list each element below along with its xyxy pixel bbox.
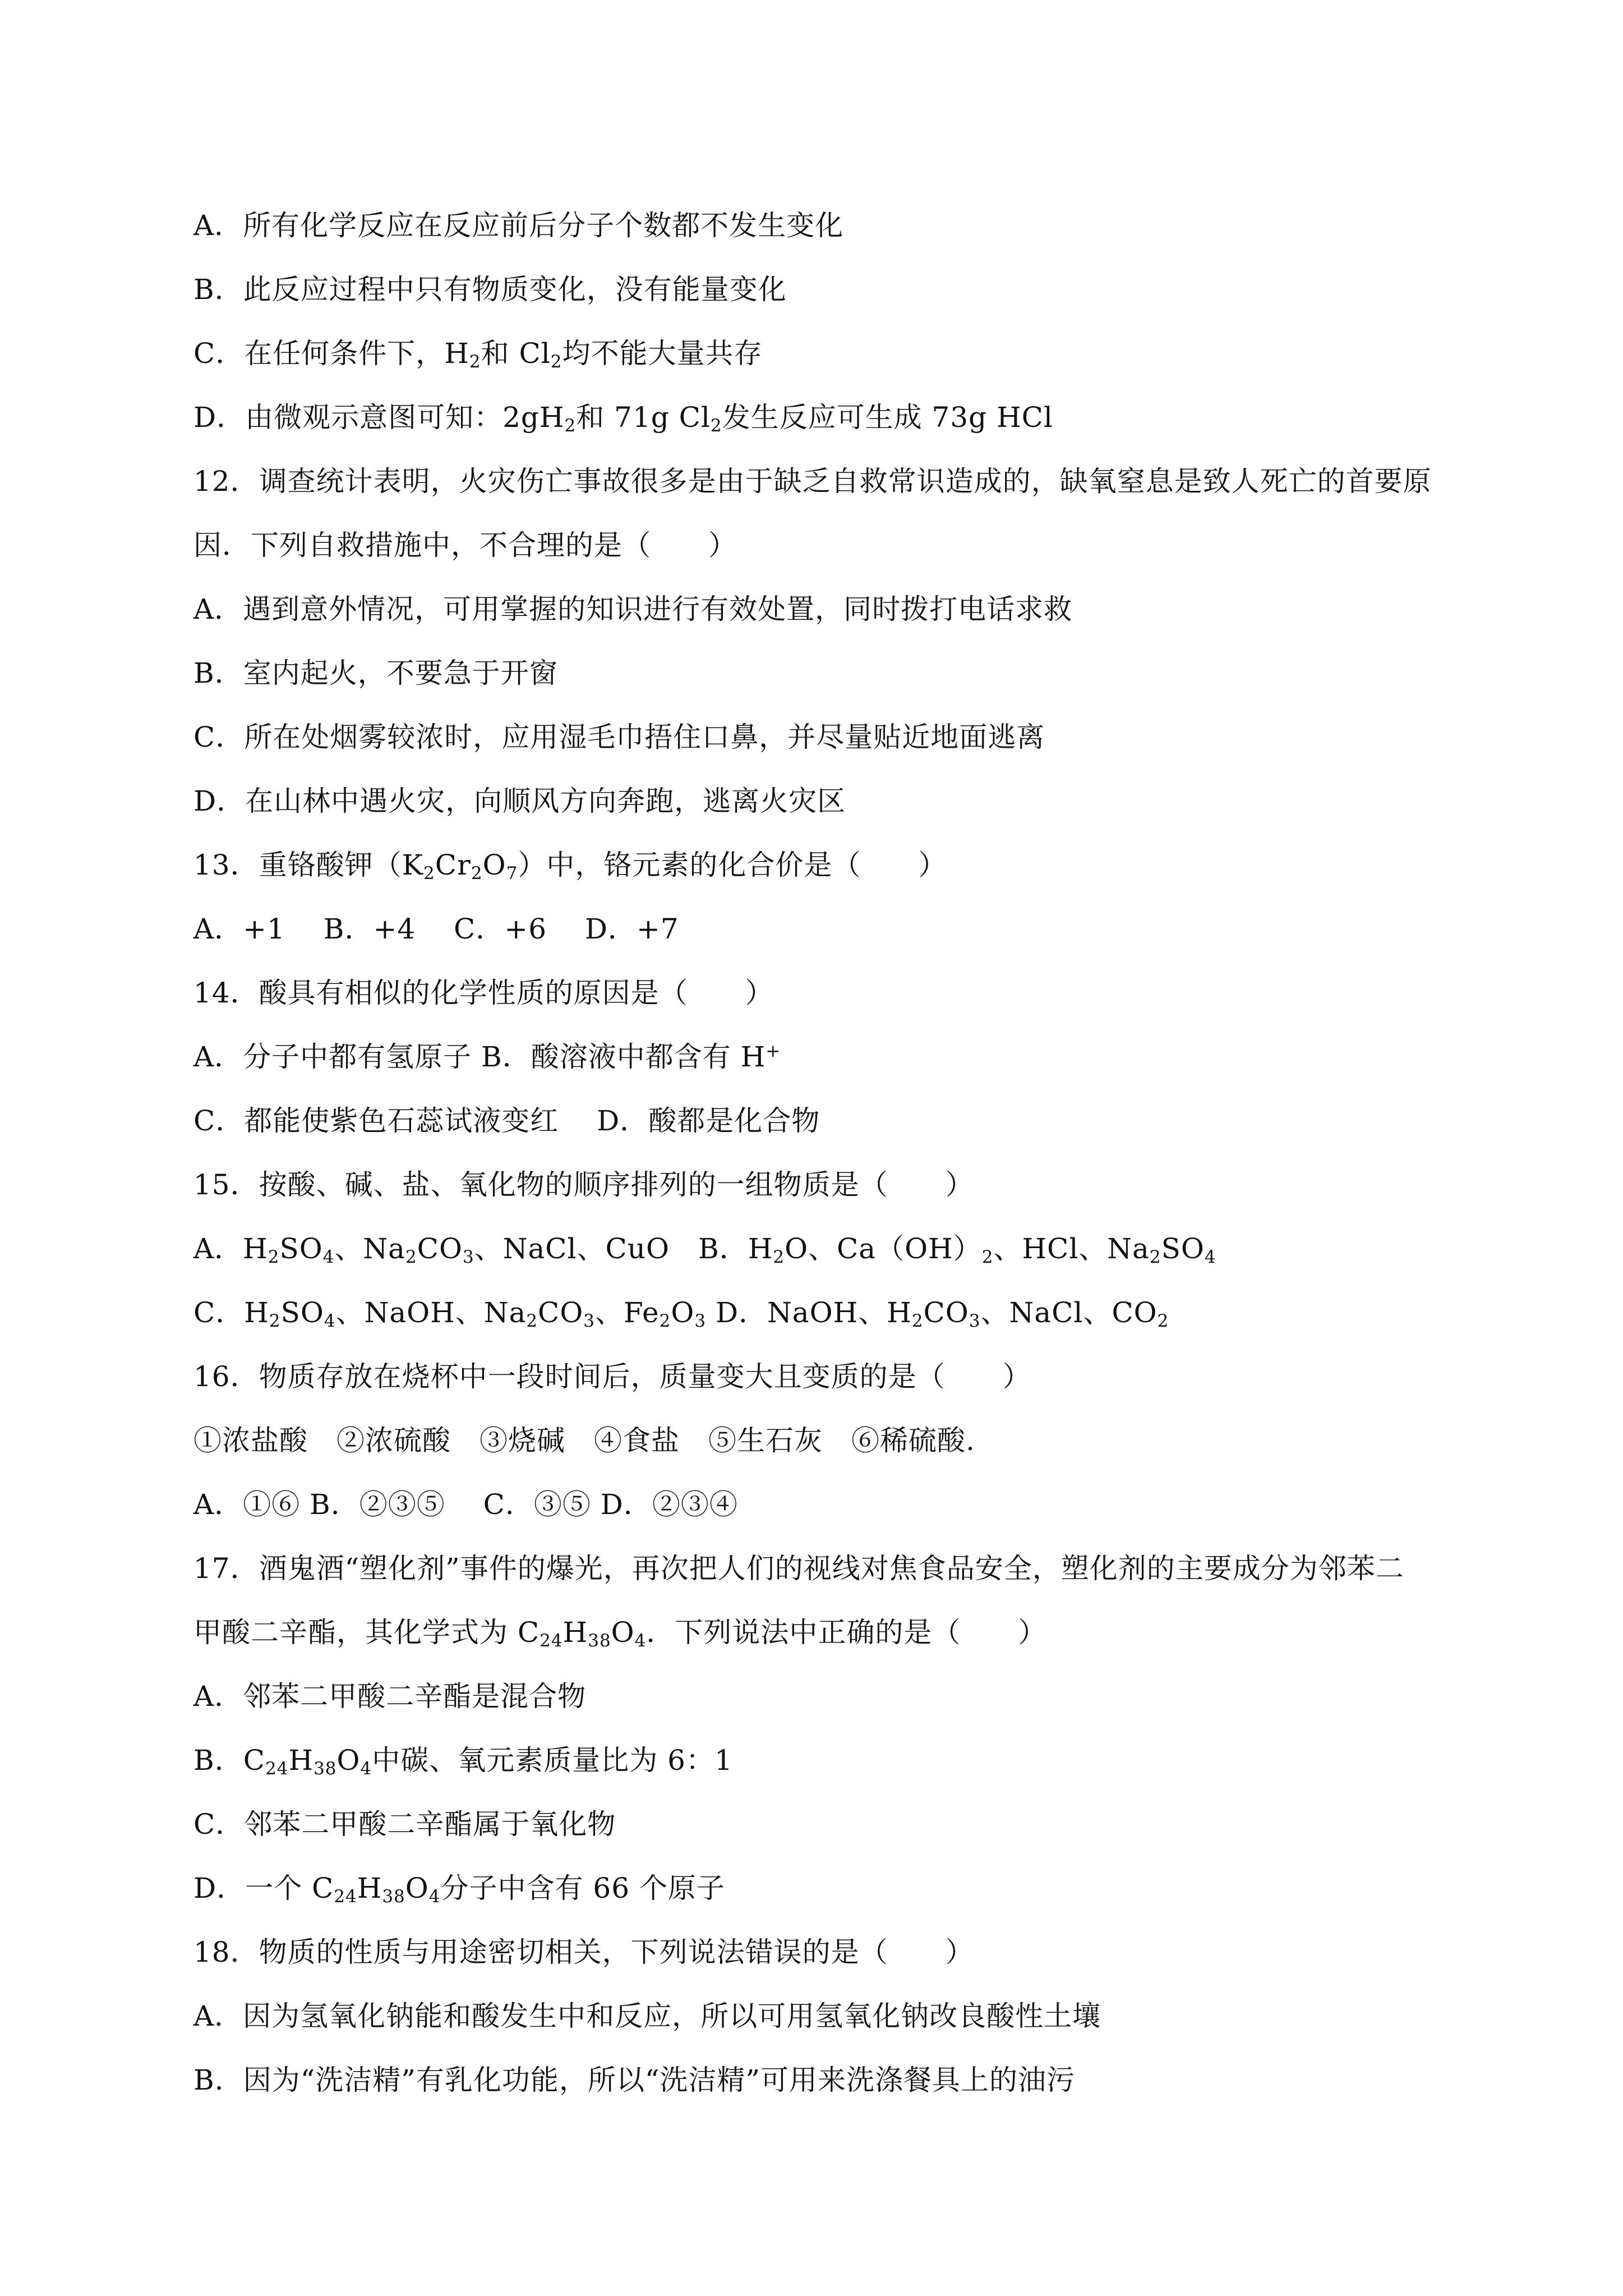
q11-option-a: A．所有化学反应在反应前后分子个数都不发生变化 <box>193 209 844 242</box>
q12-option-d: D．在山林中遇火灾，向顺风方向奔跑，逃离火灾区 <box>193 785 846 817</box>
q11-option-c: C．在任何条件下，$H_2$和 $Cl_2$均不能大量共存 <box>193 337 763 372</box>
q17-option-b: B．$C_{24}H_{38}O_4$中碳、氧元素质量比为 6：1 <box>193 1744 733 1779</box>
q12-option-a: A．遇到意外情况，可用掌握的知识进行有效处置，同时拨打电话求救 <box>193 593 1073 625</box>
q16-options: A．①⑥ B．②③⑤ C．③⑤ D．②③④ <box>193 1488 738 1521</box>
q12-stem-line1: 12．调查统计表明，火灾伤亡事故很多是由于缺乏自救常识造成的，缺氧窒息是致人死亡的首要原 <box>193 465 1432 498</box>
q13-stem: 13．重铬酸钾$(K_2Cr_2O_7)$中，铬元素的化合价是（ ） <box>193 849 947 884</box>
q15-options-ab: A．$H_2SO_4$、$Na_2CO_3$、NaCl、CuO B．$H_2O$、$Ca(OH)_2$、HCl、$Na_2SO_4$ <box>193 1232 1216 1267</box>
q14-options-ab: A．分子中都有氢原子 B．酸溶液中都含有 H+ <box>193 1041 781 1073</box>
q17-option-a: A．邻苯二甲酸二辛酯是混合物 <box>193 1680 587 1713</box>
q15-stem: 15．按酸、碱、盐、氧化物的顺序排列的一组物质是（ ） <box>193 1168 974 1201</box>
q14-stem: 14．酸具有相似的化学性质的原因是（ ） <box>193 977 774 1009</box>
q11-option-d: D．由微观示意图可知：$2gH_2$和 71g $Cl_2$发生反应可生成 73g HCl <box>193 401 1053 436</box>
q18-stem: 18．物质的性质与用途密切相关，下列说法错误的是（ ） <box>193 1936 974 1968</box>
q16-items: ①浓盐酸 ②浓硫酸 ③烧碱 ④食盐 ⑤生石灰 ⑥稀硫酸. <box>193 1424 975 1457</box>
q18-option-a: A．因为氢氧化钠能和酸发生中和反应，所以可用氢氧化钠改良酸性土壤 <box>193 2000 1101 2032</box>
q14-options-cd: C．都能使紫色石蕊试液变红 D．酸都是化合物 <box>193 1105 820 1137</box>
q17-option-c: C．邻苯二甲酸二辛酯属于氧化物 <box>193 1808 616 1841</box>
q12-option-b: B．室内起火，不要急于开窗 <box>193 657 558 689</box>
q15-options-cd: C．$H_2SO_4$、NaOH、$Na_2CO_3$、$Fe_2O_3$ D．NaOH、$H_2CO_3$、NaCl、$CO_2$ <box>193 1296 1169 1331</box>
q17-stem-line1: 17．酒鬼酒“塑化剂”事件的爆光，再次把人们的视线对焦食品安全，塑化剂的主要成分为邻苯二 <box>193 1552 1404 1585</box>
q12-stem-line2: 因．下列自救措施中，不合理的是（ ） <box>193 529 737 562</box>
q16-stem: 16．物质存放在烧杯中一段时间后，质量变大且变质的是（ ） <box>193 1360 1031 1393</box>
q17-stem-line2: 甲酸二辛酯，其化学式为 $C_{24}H_{38}O_4$．下列说法中正确的是（ ） <box>193 1616 1047 1651</box>
q13-options: A．+1 B．+4 C．+6 D．+7 <box>193 913 679 945</box>
q11-option-b: B．此反应过程中只有物质变化，没有能量变化 <box>193 273 787 306</box>
q12-option-c: C．所在处烟雾较浓时，应用湿毛巾捂住口鼻，并尽量贴近地面逃离 <box>193 721 1045 753</box>
q17-option-d: D．一个 $C_{24}H_{38}O_4$分子中含有 66 个原子 <box>193 1872 725 1907</box>
q18-option-b: B．因为“洗洁精”有乳化功能，所以“洗洁精”可用来洗涤餐具上的油污 <box>193 2064 1075 2096</box>
